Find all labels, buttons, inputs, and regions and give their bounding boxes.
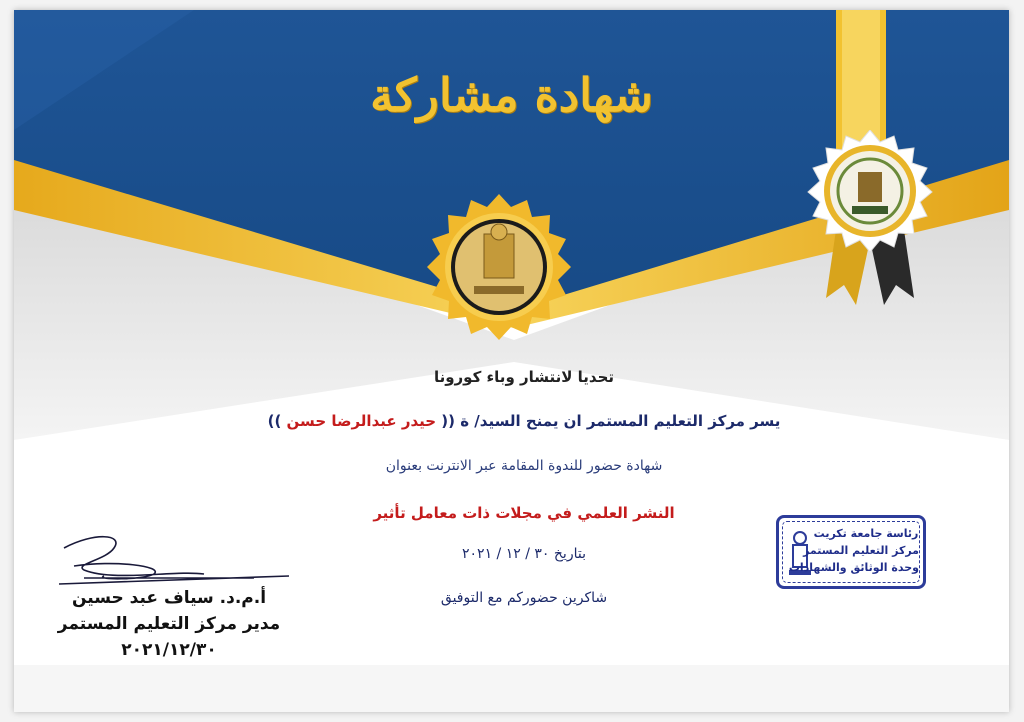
- recipient-name: حيدر عبدالرضا حسن: [281, 412, 442, 430]
- attendance-line: شهادة حضور للندوة المقامة عبر الانترنت بعنوان: [385, 458, 663, 474]
- official-stamp: [776, 515, 926, 589]
- seminar-title: النشر العلمي في مجلات ذات معامل تأثير: [373, 504, 675, 522]
- grant-suffix: )): [267, 412, 282, 430]
- certificate-title: شهادة مشاركة: [370, 68, 653, 122]
- stamp-line-2: مركز التعليم المستمر: [803, 544, 919, 557]
- stamp-line-1: رئاسة جامعة تكريت: [813, 527, 919, 540]
- university-seal-icon: [426, 194, 572, 340]
- thanks-line: شاكرين حضوركم مع التوفيق: [440, 590, 608, 606]
- grant-prefix: يسر مركز التعليم المستمر ان يمنح السيد/ ة ((: [441, 412, 781, 430]
- certificate: [14, 10, 1009, 712]
- signer-date: ٢٠٢١/١٢/٣٠: [121, 640, 217, 660]
- signature-icon: [54, 530, 294, 590]
- grant-line: [214, 412, 834, 430]
- stamp-line-3: وحدة الوثائق والشهادات: [788, 561, 919, 574]
- ribbon-badge-icon: [796, 130, 944, 310]
- signer-name: أ.م.د. سياف عبد حسين: [71, 588, 267, 608]
- signer-role: مدير مركز التعليم المستمر: [57, 614, 281, 634]
- date-line: بتاريخ ٣٠ / ١٢ / ٢٠٢١: [462, 546, 586, 562]
- intro-line: تحديا لانتشار وباء كورونا: [433, 368, 615, 386]
